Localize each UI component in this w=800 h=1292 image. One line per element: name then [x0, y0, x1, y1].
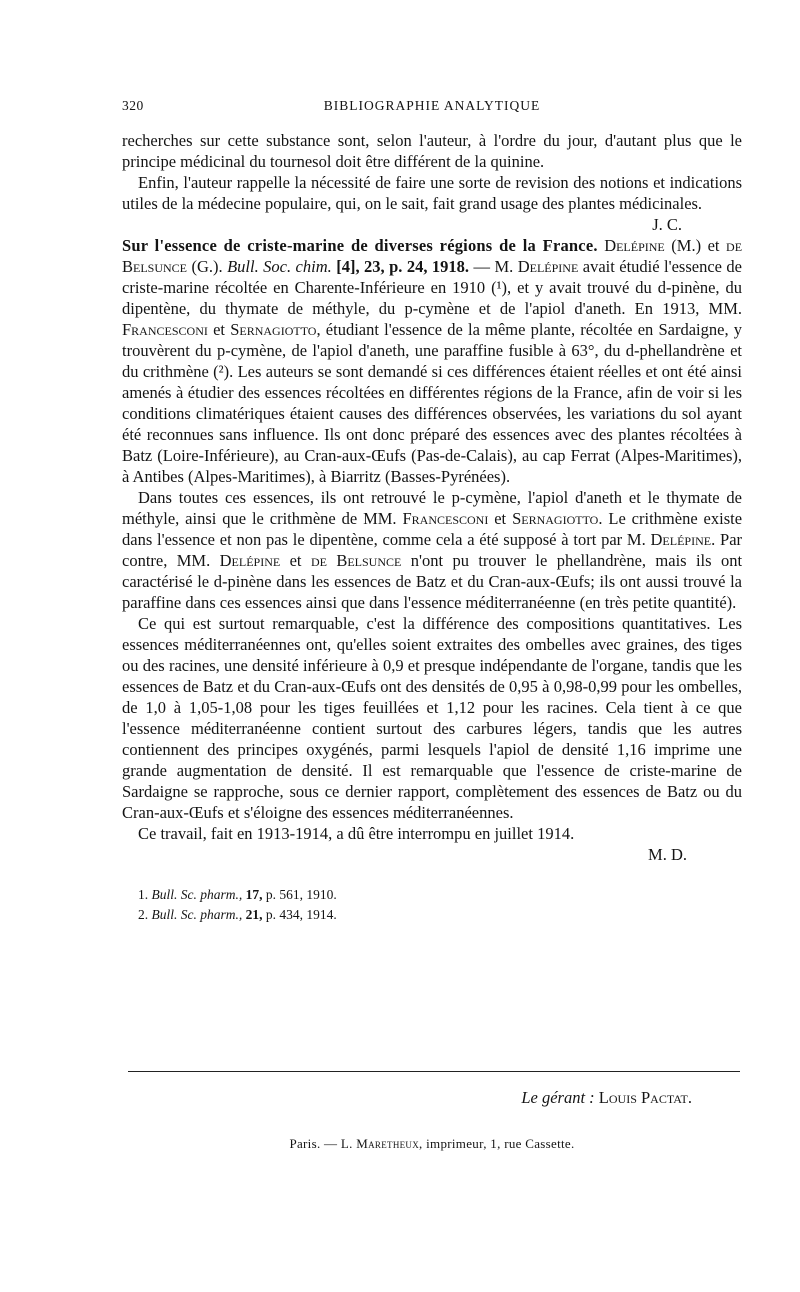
footnote-number: 2. [138, 907, 149, 922]
gerant-line [122, 1088, 692, 1108]
footnote-volume: 17, [245, 887, 263, 902]
article-heading [122, 235, 742, 487]
footnote-rest: p. 434, 1914. [265, 907, 337, 922]
paragraph-3-conjunction: et [213, 320, 225, 339]
paragraph-6: Ce travail, fait en 1913-1914, a dû être interrompu en juillet 1914. [138, 824, 575, 843]
paragraph-4 [122, 487, 742, 613]
name-belsunce: de Belsunce [310, 551, 402, 570]
imprint-city: Paris. — [289, 1136, 338, 1151]
footer-rule [128, 1071, 740, 1072]
name-francesconi-2: Francesconi [402, 509, 489, 528]
signature-md: M. D. [648, 845, 687, 864]
body-text [122, 130, 742, 865]
paragraph-3-author: Delépine [517, 257, 579, 276]
imprint-address: imprimeur, 1, rue Cassette. [426, 1136, 575, 1151]
footnote-rest: p. 561, 1910. [265, 887, 337, 902]
paragraph-4-part-c: Par contre, MM. [122, 530, 743, 570]
page-number: 320 [122, 98, 144, 113]
signature-jc: J. C. [652, 215, 682, 234]
name-sernagiotto: Sernagiotto, [230, 320, 321, 339]
name-francesconi: Francesconi [122, 320, 208, 339]
paragraph-4-part-b: Le crithmène existe dans l'essence et non pas le dipentène, comme cela a été supposé à tort par M. [122, 509, 743, 549]
footnote-number: 1. [138, 887, 149, 902]
author-1-initial: (M.) [671, 236, 702, 255]
gerant-label: Le gérant : [521, 1088, 595, 1107]
gerant-name: Louis Pactat. [598, 1088, 692, 1107]
paragraph-3-part-a: avait étudié l'essence de criste-marine récoltée en Charente-Inférieure en 1910 (¹), et y avait trouvé du d-pinène, du dipentène, du thymate de méthyle, du p-cymène et de l'apiol d'aneth. En 1913, MM. [122, 257, 743, 318]
footnote [138, 885, 742, 905]
paragraph-4-part-a: Dans toutes ces essences, ils ont retrouvé le p-cymène, l'apiol d'aneth et le thymate de méthyle, ainsi que le crithmène de MM. [122, 488, 742, 528]
printer-imprint [122, 1136, 742, 1152]
footnotes [122, 885, 742, 925]
journal-name: Bull. Soc. chim. [227, 257, 332, 276]
paragraph-2: Enfin, l'auteur rappelle la nécessité de faire une sorte de revision des notions et indications utiles de la médecine populaire, qui, on le sait, fait grand usage des plantes médicinales. [122, 173, 742, 213]
citation: [4], 23, p. 24, 1918. [336, 257, 470, 276]
paragraph-3-lead: — M. [473, 257, 514, 276]
page [122, 98, 742, 925]
footnote-journal: Bull. Sc. pharm., [151, 907, 243, 922]
author-2: de Belsunce [122, 236, 743, 276]
name-sernagiotto-2: Sernagiotto. [512, 509, 603, 528]
paragraph-4-conjunction-2: et [289, 551, 302, 570]
author-2-initial: (G.). [191, 257, 223, 276]
name-delepine: Delépine. [650, 530, 716, 549]
article-title: Sur l'essence de criste-marine de diverses régions de la France. [122, 236, 598, 255]
imprint-printer: L. Maretheux, [340, 1136, 423, 1151]
paragraph-3-part-b: étudiant l'essence de la même plante, récoltée en Sardaigne, y trouvèrent du p-cymène, de l'apiol d'aneth, une paraffine fusible à 63°, du d-phellandrène et du crithmène (²). Les auteurs se sont demandé si ces différences étaient réelles et ont été ainsi amenés à étudier des essences récoltées en différentes régions de la France, afin de voir si les conditions climatériques étaient causes des différences observées, les variations du sol ayant été reconnues sans influence. Ils ont donc préparé des essences avec des plantes récoltées à Batz (Loire-Inférieure), au Cran-aux-Œufs (Pas-de-Calais), au cap Ferrat (Alpes-Maritimes), à Antibes (Alpes-Maritimes), à Biarritz (Basses-Pyrénées). [122, 320, 743, 486]
footnote [138, 905, 742, 925]
paragraph-5: Ce qui est surtout remarquable, c'est la différence des compositions quantitatives. Les essences méditerranéennes ont, qu'elles soient extraites des ombelles avec graines, des tiges ou des racines, une densité inférieure à 0,9 et presque indépendante de l'organe, tandis que les essences de Batz et du Cran-aux-Œufs ont des densités de 0,95 à 0,98-0,99 pour les ombelles, de 1,0 à 1,05-1,08 pour les tiges feuillées et 1,12 pour les racines. Cela tient à ce que l'essence méditerranéenne contient surtout des carbures légers, tandis que les autres contiennent des principes oxygénés, parmi lesquels l'apiol de densité 1,16 imprime une grande augmentation de densité. Il est remarquable que l'essence de criste-marine de Sardaigne se rapproche, sous ce dernier rapport, complètement des essences de Batz ou du Cran-aux-Œufs et s'éloigne des essences méditerranéennes. [122, 614, 742, 822]
footnote-volume: 21, [245, 907, 263, 922]
paragraph-4-part-d: n'ont pu trouver le phellandrène, mais ils ont caractérisé le d-pinène dans les essences de Batz et du Cran-aux-Œufs; ils ont aussi trouvé la paraffine dans ces essences ainsi que dans l'essence méditerranéenne (en très petite quantité). [122, 551, 743, 612]
name-delepine-2: Delépine [219, 551, 281, 570]
running-title: BIBLIOGRAPHIE ANALYTIQUE [323, 98, 541, 113]
footnote-journal: Bull. Sc. pharm., [151, 887, 243, 902]
running-header [122, 98, 742, 120]
paragraph-4-conjunction: et [494, 509, 507, 528]
author-1: Delépine [604, 236, 665, 255]
author-conjunction: et [707, 236, 720, 255]
paragraph-1: recherches sur cette substance sont, selon l'auteur, à l'ordre du jour, d'autant plus que le principe médicinal du tournesol doit être différent de la quinine. [122, 131, 742, 171]
